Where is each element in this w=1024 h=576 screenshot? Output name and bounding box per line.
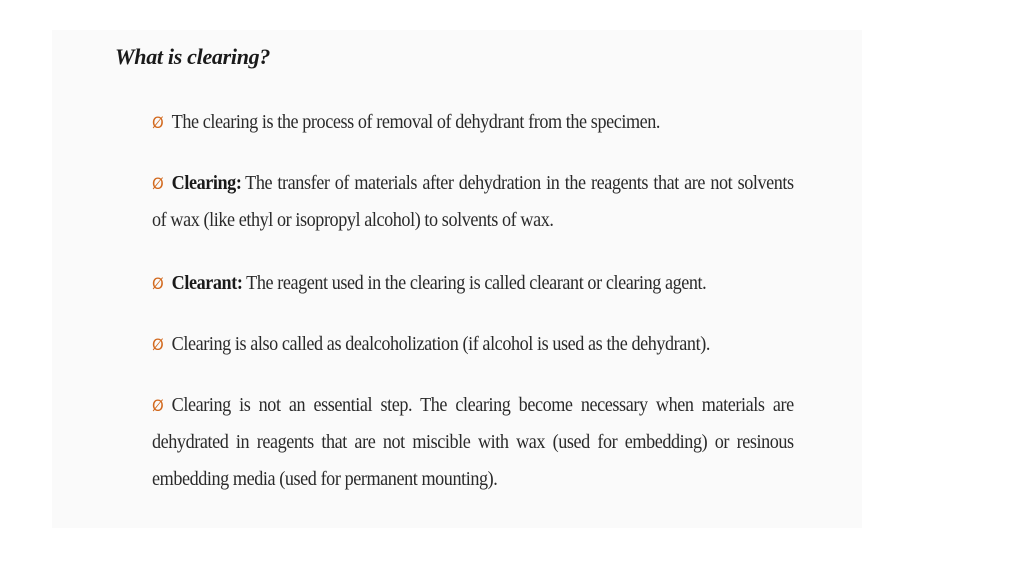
bullet-item (152, 326, 794, 363)
item-text: The reagent used in the clearing is called clearant or clearing agent. (246, 273, 707, 294)
item-term: Clearing: (171, 173, 242, 194)
bullet-icon: Ø (152, 113, 164, 132)
item-text: The transfer of materials after dehydration in the reagents that are not solvents of wax (like ethyl or isopropyl alcohol) to solvents of wax. (152, 173, 794, 231)
item-text: Clearing is not an essential step. The clearing become necessary when materials are dehydrated in reagents that are not miscible with wax (used for embedding) or resinous embedding media (used for permanent mounting). (152, 395, 794, 490)
bullet-icon: Ø (152, 396, 164, 415)
bullet-item (152, 387, 794, 498)
bullet-item (152, 104, 794, 141)
bullet-item (152, 265, 794, 302)
item-text: Clearing is also called as dealcoholization (if alcohol is used as the dehydrant). (171, 334, 710, 355)
item-term: Clearant: (171, 273, 243, 294)
bullet-item (152, 165, 794, 239)
bullet-icon: Ø (152, 274, 164, 293)
bullet-icon: Ø (152, 335, 164, 354)
item-text: The clearing is the process of removal of dehydrant from the specimen. (171, 112, 661, 133)
page-title: What is clearing? (115, 44, 271, 69)
bullet-icon: Ø (152, 174, 164, 193)
